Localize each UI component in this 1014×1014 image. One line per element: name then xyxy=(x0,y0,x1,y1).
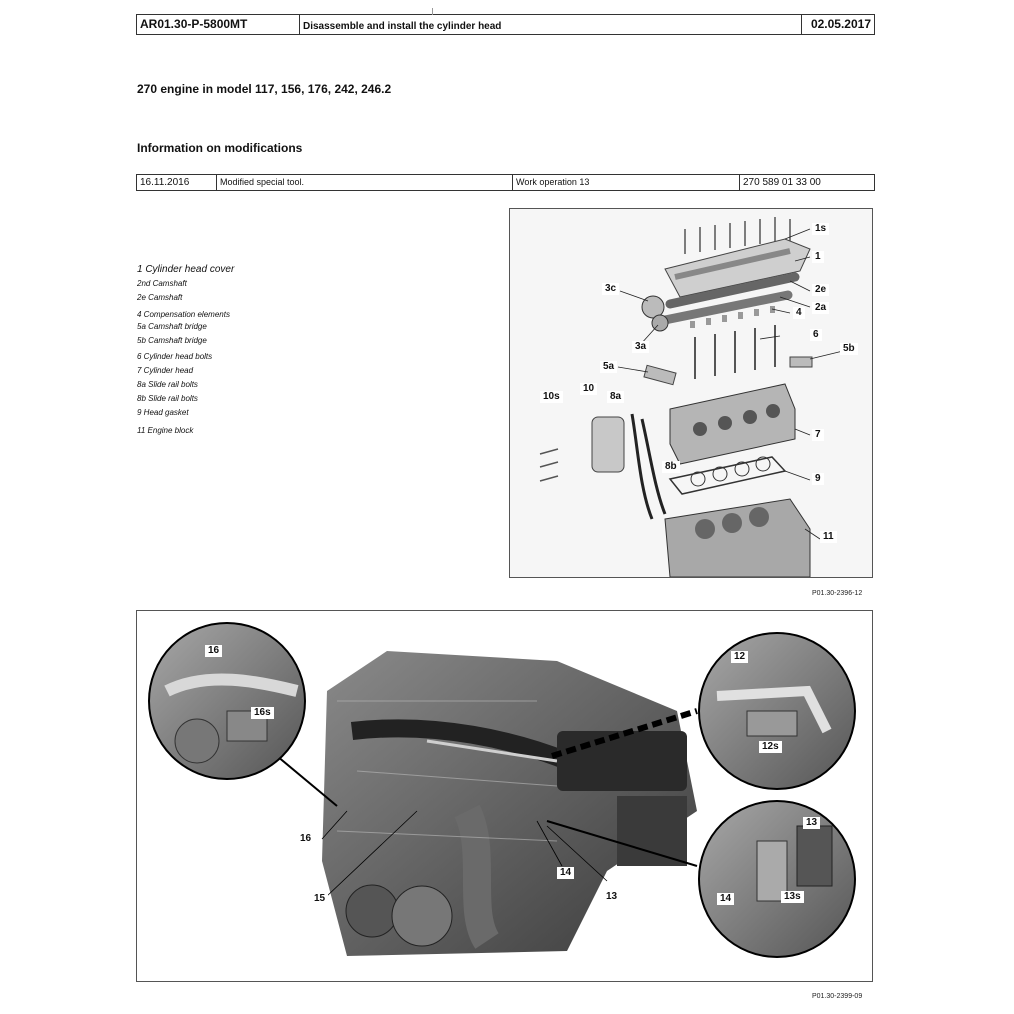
mod-part-number: 270 589 01 33 00 xyxy=(743,177,821,188)
mod-description: Modified special tool. xyxy=(217,175,513,190)
fig2-label: 13 xyxy=(603,891,620,903)
mod-operation: Work operation 13 xyxy=(513,175,740,190)
fig1-label: 5a xyxy=(600,361,617,373)
fig1-label: 11 xyxy=(820,531,837,543)
legend-item: 5b Camshaft bridge xyxy=(137,336,207,345)
figure2-caption: P01.30-2399-09 xyxy=(812,993,863,1000)
fig2-label: 16s xyxy=(251,707,274,719)
fig1-label: 2a xyxy=(812,302,829,314)
fig2-label: 16 xyxy=(297,833,314,845)
legend-item: 8a Slide rail bolts xyxy=(137,380,198,389)
fig2-label: 14 xyxy=(557,867,574,879)
figure1-caption: P01.30-2396-12 xyxy=(812,590,863,597)
legend-item: 7 Cylinder head xyxy=(137,366,194,375)
legend-item: 11 Engine block xyxy=(137,426,194,435)
fig2-label: 14 xyxy=(717,893,734,905)
modifications-heading: Information on modifications xyxy=(137,141,303,155)
header-tick xyxy=(432,8,433,15)
fig1-label: 4 xyxy=(793,307,805,319)
fig1-label: 3a xyxy=(632,341,649,353)
legend-item: 5a Camshaft bridge xyxy=(137,322,207,331)
fig2-label: 13s xyxy=(781,891,804,903)
doc-date: 02.05.2017 xyxy=(810,17,871,31)
engine-photo-figure xyxy=(136,610,873,982)
fig1-label: 1s xyxy=(812,223,829,235)
fig1-label: 2e xyxy=(812,284,829,296)
engine-photo-drawing xyxy=(137,611,872,981)
exploded-view-drawing xyxy=(510,209,872,577)
fig1-label: 10 xyxy=(580,383,597,395)
fig2-label: 12 xyxy=(731,651,748,663)
fig1-label: 8a xyxy=(607,391,624,403)
fig1-label: 6 xyxy=(810,329,822,341)
fig1-label: 5b xyxy=(840,343,858,355)
fig1-label: 10s xyxy=(540,391,563,403)
fig1-label: 3c xyxy=(602,283,619,295)
fig2-label: 16 xyxy=(205,645,222,657)
fig2-label: 12s xyxy=(759,741,782,753)
engine-line: 270 engine in model 117, 156, 176, 242, 246.2 xyxy=(137,82,392,96)
fig2-label: 15 xyxy=(311,893,328,905)
legend-item: 2e Camshaft xyxy=(137,293,183,302)
doc-title: Disassemble and install the cylinder head xyxy=(300,15,802,34)
legend-item: 6 Cylinder head bolts xyxy=(137,352,213,361)
legend-item: 2nd Camshaft xyxy=(137,279,187,288)
legend-item: 4 Compensation elements xyxy=(137,310,230,319)
cylinder-head-exploded-figure xyxy=(509,208,873,578)
fig1-label: 1 xyxy=(812,251,824,263)
fig1-label: 7 xyxy=(812,429,824,441)
mod-date: 16.11.2016 xyxy=(137,175,217,190)
legend-item: 9 Head gasket xyxy=(137,408,189,417)
legend-item: 1 Cylinder head cover xyxy=(137,264,235,275)
fig1-label: 9 xyxy=(812,473,824,485)
fig2-label: 13 xyxy=(803,817,820,829)
modifications-table xyxy=(136,174,875,191)
doc-id: AR01.30-P-5800MT xyxy=(137,15,300,34)
fig1-label: 8b xyxy=(662,461,680,473)
legend-item: 8b Slide rail bolts xyxy=(137,394,198,403)
header-table xyxy=(136,14,875,35)
